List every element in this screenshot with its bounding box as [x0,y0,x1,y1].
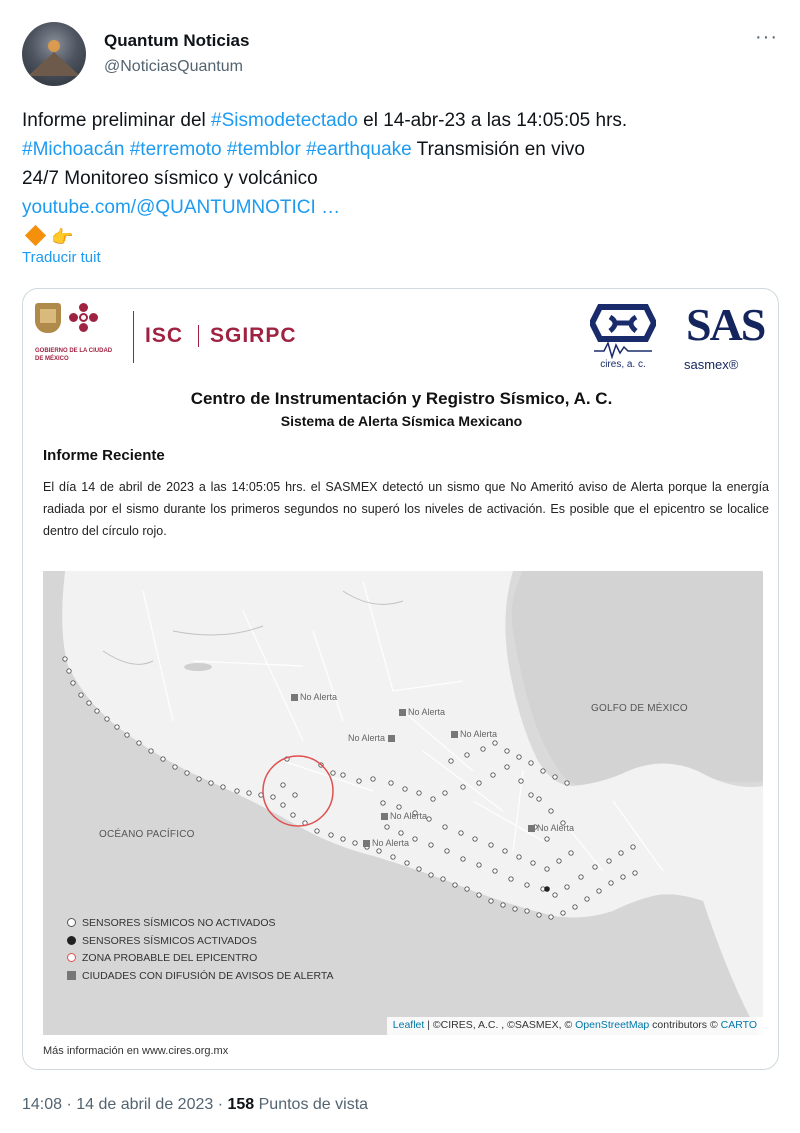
sensor-not-activated [403,787,407,791]
seismic-map[interactable] [43,571,763,1035]
sensor-not-activated [197,777,201,781]
sensor-not-activated [441,877,445,881]
card-title: Centro de Instrumentación y Registro Sísmico, A. C. [190,389,613,408]
sensor-not-activated [529,793,533,797]
filled-circle-icon [67,936,76,945]
sensor-not-activated [607,859,611,863]
hashtag-link[interactable]: #Sismodetectado [211,110,358,131]
sensor-not-activated [553,893,557,897]
sensor-not-activated [461,857,465,861]
cires-logo [590,301,656,371]
carto-link[interactable]: CARTO [720,1019,757,1031]
gobierno-cdmx-logo [35,303,115,363]
sensor-not-activated [417,867,421,871]
sensor-not-activated [161,757,165,761]
sensor-not-activated [125,733,129,737]
map-attribution [387,1017,763,1035]
sensor-not-activated [385,825,389,829]
sensor-not-activated [549,809,553,813]
cires-emblem-icon [590,301,656,359]
sensor-not-activated [465,887,469,891]
sensor-not-activated [397,805,401,809]
tweet-text [22,106,782,252]
sensor-not-activated [413,837,417,841]
sensor-not-activated [473,837,477,841]
sensor-not-activated [235,789,239,793]
sensor-not-activated [493,741,497,745]
sensor-not-activated [209,781,213,785]
cdmx-emblem-icon [69,303,99,333]
sensor-not-activated [481,747,485,751]
translate-link[interactable]: Traducir tuit [22,249,101,266]
sasmex-logo-text: sasmex® [684,357,739,372]
city-status: No Alerta [390,811,428,821]
sensor-not-activated [331,771,335,775]
legend-item [67,950,333,968]
sensor-not-activated [247,791,251,795]
sensor-not-activated [429,873,433,877]
author-name[interactable]: Quantum Noticias [104,31,250,50]
gulf-label: GOLFO DE MÉXICO [591,703,688,714]
city-marker[interactable] [348,733,397,743]
sensor-not-activated [443,791,447,795]
tweet-text-segment: el 14-abr-23 a las 14:05:05 hrs. [357,110,628,131]
gobierno-logo-text: GOBIERNO DE LA CIUDAD DE MÉXICO [35,348,113,362]
sensor-not-activated [619,851,623,855]
sasmex-logo [678,301,768,373]
sensor-not-activated [341,837,345,841]
sensor-not-activated [377,849,381,853]
sensor-activated [544,886,550,892]
city-marker[interactable] [528,823,574,833]
legend-item [67,968,333,986]
city-status: No Alerta [460,729,498,739]
city-marker[interactable] [399,707,445,717]
sas-logo-text: SAS [686,299,765,350]
sensor-not-activated [149,749,153,753]
sensor-not-activated [291,813,295,817]
city-marker[interactable] [363,838,409,848]
more-info-text: Más información en www.cires.org.mx [43,1045,229,1057]
sensor-not-activated [621,875,625,879]
sensor-not-activated [63,657,67,661]
sensor-not-activated [609,881,613,885]
time-date: 14:08 · 14 de abril de 2023 · [22,1096,228,1113]
sensor-not-activated [87,701,91,705]
sensor-not-activated [631,845,635,849]
ocean-label: OCÉANO PACÍFICO [99,829,195,840]
sensor-not-activated [529,761,533,765]
pointing-right-hand-icon: 👉 [51,227,74,247]
map-legend [67,915,333,985]
media-card[interactable] [22,288,779,1070]
sensor-not-activated [565,781,569,785]
sensor-not-activated [585,897,589,901]
openstreetmap-link[interactable]: OpenStreetMap [575,1019,650,1031]
legend-label: SENSORES SÍSMICOS NO ACTIVADOS [82,917,276,929]
sensor-not-activated [477,893,481,897]
sensor-not-activated [115,725,119,729]
tweet-timestamp[interactable] [22,1096,368,1114]
logo-divider [133,311,134,363]
sensor-not-activated [545,867,549,871]
sensor-not-activated [329,833,333,837]
sensor-not-activated [445,849,449,853]
legend-label: CIUDADES CON DIFUSIÓN DE AVISOS DE ALERTA [82,969,334,982]
sensor-not-activated [399,831,403,835]
sensor-not-activated [405,861,409,865]
sensor-not-activated [271,795,275,799]
emoji-row [22,222,782,252]
sensor-not-activated [519,779,523,783]
sensor-not-activated [477,863,481,867]
sensor-not-activated [509,877,513,881]
avatar[interactable] [22,22,86,86]
isc-logo-text: ISC [145,324,184,347]
author-handle[interactable]: @NoticiasQuantum [104,58,243,75]
sensor-not-activated [315,829,319,833]
sensor-not-activated [557,859,561,863]
city-status: No Alerta [372,838,410,848]
city-marker[interactable] [451,729,497,739]
sensor-not-activated [565,885,569,889]
sensor-not-activated [185,771,189,775]
city-status: No Alerta [348,733,386,743]
sensor-not-activated [341,773,345,777]
attribution-text: | ©CIRES, A.C. , ©SASMEX, © [424,1019,576,1031]
sensor-not-activated [545,837,549,841]
sensor-not-activated [537,797,541,801]
open-circle-icon [67,918,76,927]
tweet-header [22,22,782,86]
sensor-not-activated [505,749,509,753]
sensor-not-activated [531,861,535,865]
sensor-not-activated [541,769,545,773]
sensor-not-activated [79,693,83,697]
tweet-line-1 [22,106,782,135]
city-marker[interactable] [291,692,337,702]
sensor-not-activated [443,825,447,829]
sensor-not-activated [293,793,297,797]
sensor-not-activated [597,889,601,893]
sensor-not-activated [221,785,225,789]
city-status: No Alerta [300,692,338,702]
tweet-text-segment: Transmisión en vivo [411,139,585,160]
legend-item [67,933,333,951]
youtube-link[interactable]: youtube.com/@QUANTUMNOTICI … [22,197,341,218]
sensor-not-activated [489,899,493,903]
orange-diamond-icon [25,225,46,246]
sensor-not-activated [427,817,431,821]
views-count: 158 [227,1096,255,1113]
sensor-not-activated [67,669,71,673]
sensor-not-activated [633,871,637,875]
red-circle-icon [67,953,76,962]
sensor-not-activated [173,765,177,769]
sensor-not-activated [459,831,463,835]
gray-square-icon [67,971,76,980]
sensor-not-activated [371,777,375,781]
sensor-not-activated [281,803,285,807]
sensor-not-activated [465,753,469,757]
sensor-not-activated [503,849,507,853]
card-subtitle: Sistema de Alerta Sísmica Mexicano [280,413,523,429]
report-heading: Informe Reciente [43,447,165,464]
sensor-not-activated [493,869,497,873]
sensor-not-activated [517,855,521,859]
leaflet-link[interactable]: Leaflet [392,1019,425,1031]
city-marker[interactable] [381,811,427,821]
sensor-not-activated [569,851,573,855]
sensor-not-activated [489,843,493,847]
sensor-not-activated [537,913,541,917]
sensor-not-activated [71,681,75,685]
sensor-not-activated [461,785,465,789]
sensor-not-activated [431,797,435,801]
city-status: No Alerta [537,823,575,833]
legend-label: SENSORES SÍSMICOS ACTIVADOS [82,934,257,947]
sensor-not-activated [137,741,141,745]
sensor-not-activated [105,717,109,721]
sensor-not-activated [389,781,393,785]
sensor-not-activated [391,855,395,859]
sensor-not-activated [549,915,553,919]
sensor-not-activated [573,905,577,909]
sensor-not-activated [553,775,557,779]
shield-icon [35,303,61,333]
sensor-not-activated [505,765,509,769]
views-label: Puntos de vista [254,1096,369,1113]
legend-item [67,915,333,933]
sensor-not-activated [525,883,529,887]
sensor-not-activated [281,783,285,787]
sensor-not-activated [513,907,517,911]
attribution-text: contributors © [649,1019,721,1031]
sensor-not-activated [453,883,457,887]
sensor-not-activated [357,779,361,783]
sensor-not-activated [449,759,453,763]
sensor-not-activated [477,781,481,785]
logo-divider [198,325,199,347]
sensor-not-activated [579,875,583,879]
sensor-not-activated [95,709,99,713]
legend-label: ZONA PROBABLE DEL EPICENTRO [82,952,258,964]
cires-logo-text: cires, a. c. [600,359,646,370]
tweet-line-3: 24/7 Monitoreo sísmico y volcánico [22,168,318,189]
sensor-not-activated [517,755,521,759]
sensor-not-activated [593,865,597,869]
more-horizontal-icon[interactable]: ··· [755,26,778,48]
sensor-not-activated [353,841,357,845]
sensor-not-activated [561,911,565,915]
sensor-not-activated [525,909,529,913]
sensor-not-activated [417,791,421,795]
tweet-text-segment: Informe preliminar del [22,110,212,131]
report-body: El día 14 de abril de 2023 a las 14:05:05 hrs. el SASMEX detectó un sismo que No Ameritó aviso de Alerta porque la energía radiada por el sismo durante los primeros segundos no superó los niveles de activación. Es posible que el epicentro se localice dentro del círculo rojo. [43,480,769,538]
sensor-not-activated [381,801,385,805]
hashtag-links[interactable]: #Michoacán #terremoto #temblor #earthquake [22,139,412,160]
sensor-not-activated [429,843,433,847]
tweet-line-2 [22,135,782,164]
city-status: No Alerta [408,707,446,717]
sensor-not-activated [491,773,495,777]
sgirpc-logo-text: SGIRPC [210,324,297,347]
sensor-not-activated [501,903,505,907]
